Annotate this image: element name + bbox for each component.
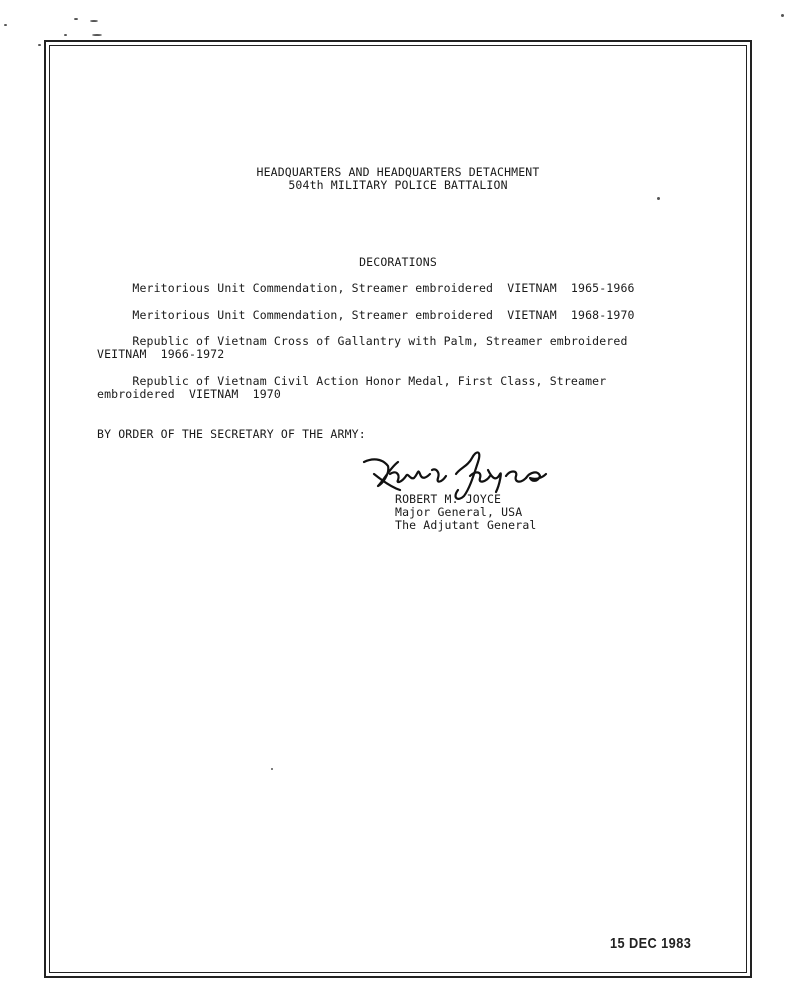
signatory-name: ROBERT M. JOYCE	[395, 492, 502, 506]
order-statement: BY ORDER OF THE SECRETARY OF THE ARMY:	[97, 427, 366, 441]
scan-mark	[271, 768, 273, 770]
scan-mark	[657, 197, 660, 200]
decoration-item-3-continued: VEITNAM 1966-1972	[97, 347, 225, 361]
scan-mark	[4, 24, 7, 26]
scan-mark	[64, 34, 67, 36]
scan-mark	[74, 18, 78, 20]
scan-mark	[38, 44, 41, 46]
decoration-item-3: Republic of Vietnam Cross of Gallantry with Palm, Streamer embroidered	[97, 334, 628, 348]
decoration-item-2: Meritorious Unit Commendation, Streamer embroidered VIETNAM 1968-1970	[97, 308, 635, 322]
decoration-item-4-continued: embroidered VIETNAM 1970	[97, 387, 281, 401]
scan-mark	[92, 34, 102, 36]
signatory-title: The Adjutant General	[395, 518, 537, 532]
decoration-item-4: Republic of Vietnam Civil Action Honor Medal, First Class, Streamer	[97, 374, 607, 388]
date-stamp: 15 DEC 1983	[610, 935, 692, 952]
signatory-rank: Major General, USA	[395, 505, 523, 519]
header-line-2: 504th MILITARY POLICE BATTALION	[288, 178, 508, 192]
decoration-item-1: Meritorious Unit Commendation, Streamer embroidered VIETNAM 1965-1966	[97, 281, 635, 295]
header-line-1: HEADQUARTERS AND HEADQUARTERS DETACHMENT	[256, 165, 540, 179]
decorations-title: DECORATIONS	[359, 255, 437, 269]
scan-mark	[781, 14, 784, 17]
scan-mark	[90, 20, 98, 22]
